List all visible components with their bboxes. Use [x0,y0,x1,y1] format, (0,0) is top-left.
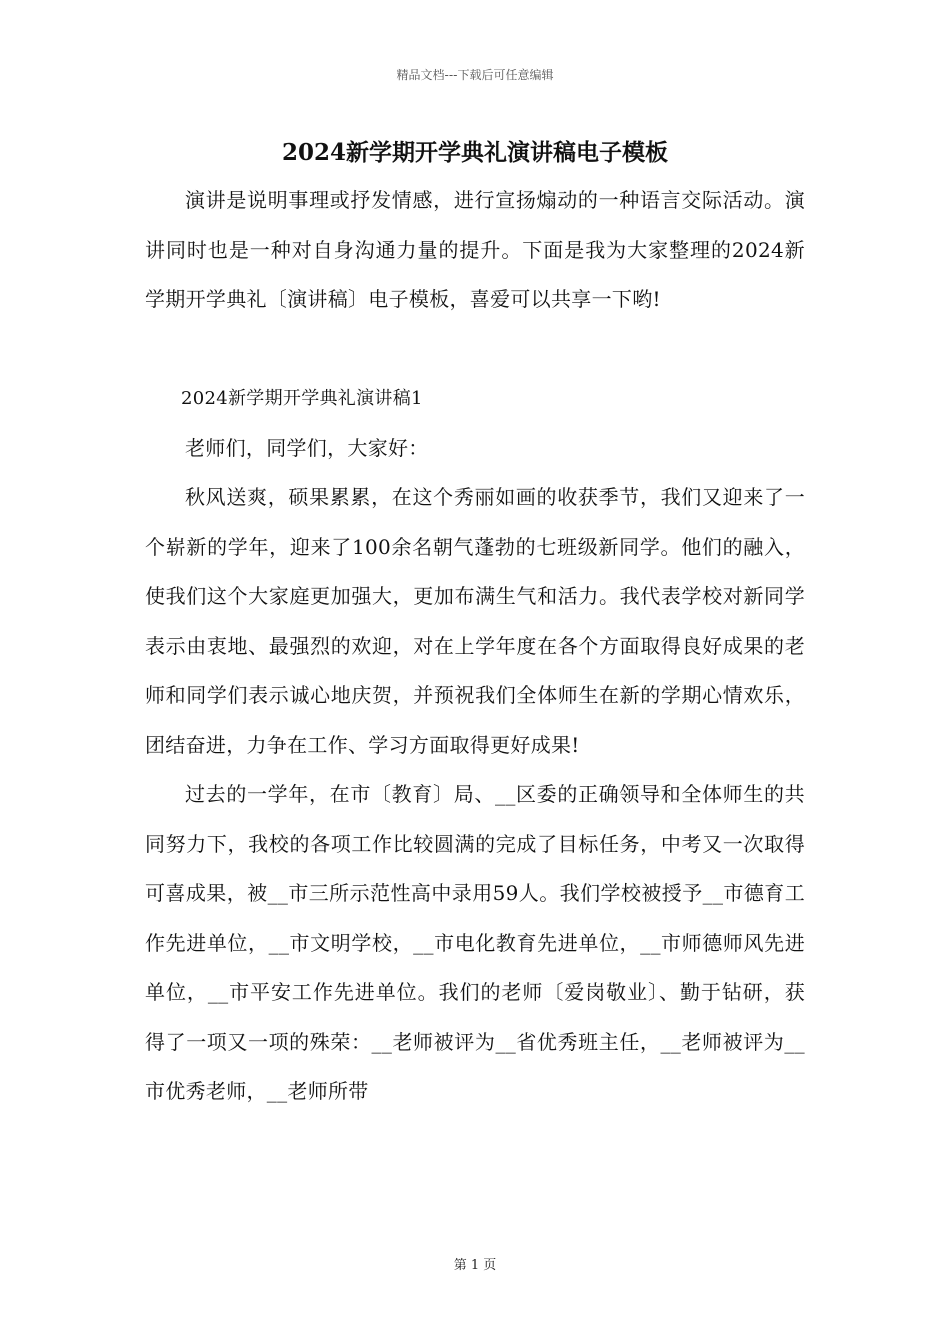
paragraph-spacer [145,325,805,375]
greeting-paragraph: 老师们，同学们，大家好： [185,435,429,460]
body-paragraph-1: 秋风送爽，硕果累累，在这个秀丽如画的收获季节，我们又迎来了一个崭新的学年，迎来了100余名朝气蓬勃的七班级新同学。他们的融入，使我们这个大家庭更加强大，更加布满生气和活力。我代表学校对新同学表示由衷地、最强烈的欢迎，对在上学年度在各个方面取得良好成果的老师和同学们表示诚心地庆贺，并预祝我们全体师生在新的学期心情欢乐，团结奋进，力争在工作、学习方面取得更好成果! [145,485,805,757]
section-heading: 2024新学期开学典礼演讲稿1 [181,388,423,409]
document-title: 2024新学期开学典礼演讲稿电子模板 [281,139,668,166]
document-body [145,176,805,1117]
body-paragraph-2: 过去的一学年，在市〔教育〕局、__区委的正确领导和全体师生的共同努力下，我校的各项工作比较圆满的完成了目标任务，中考又一次取得可喜成果，被__市三所示范性高中录用59人。我们学校被授予__市德育工作先进单位，__市文明学校，__市电化教育先进单位，__市师德师风先进单位，__市平安工作先进单位。我们的老师〔爱岗敬业〕、勤于钻研，获得了一项又一项的殊荣：__老师被评为__省优秀班主任，__老师被评为__市优秀老师，__老师所带 [145,782,805,1103]
page-header: 精品文档---下载后可任意编辑 [396,68,554,82]
page-number: 第 1 页 [453,1258,497,1273]
intro-paragraph: 演讲是说明事理或抒发情感，进行宣扬煽动的一种语言交际活动。演讲同时也是一种对自身沟通力量的提升。下面是我为大家整理的2024新学期开学典礼〔演讲稿〕电子模板，喜爱可以共享一下哟! [145,188,805,311]
